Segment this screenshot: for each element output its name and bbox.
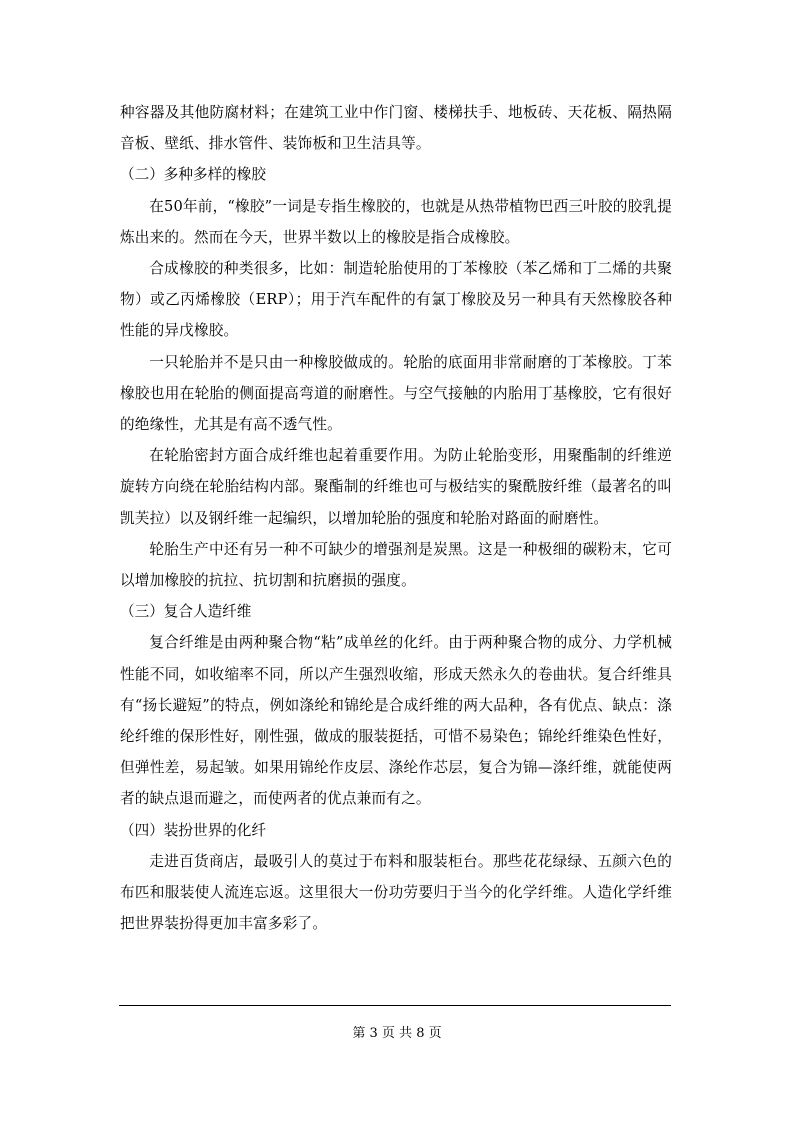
paragraph-tire-rubbers: 一只轮胎并不是只由一种橡胶做成的。轮胎的底面用非常耐磨的丁苯橡胶。丁苯橡胶也用在轮胎的侧面提高弯道的耐磨性。与空气接触的内胎用丁基橡胶，它有很好的绝缘性，尤其是有高不透气性。 <box>120 353 672 434</box>
page-number: 第 3 页 共 8 页 <box>352 1026 442 1041</box>
section-heading-composite-fiber: （三）复合人造纤维 <box>120 603 252 621</box>
paragraph-composite-fiber: 复合纤维是由两种聚合物“粘”成单丝的化纤。由于两种聚合物的成分、力学机械性能不同，如收缩率不同，所以产生强烈收缩，形成天然永久的卷曲状。复合纤维具有“扬长避短”的特点，例如涤纶和锦纶是合成纤维的两大品种，各有优点、缺点：涤纶纤维的保形性好，刚性强，做成的服装挺括，可惜不易染色；锦纶纤维染色性好，但弹性差，易起皱。如果用锦纶作皮层、涤纶作芯层，复合为锦—涤纤维，就能使两者的缺点退而避之，而使两者的优点兼而有之。 <box>120 634 672 808</box>
paragraph-carbon-black: 轮胎生产中还有另一种不可缺少的增强剂是炭黑。这是一种极细的碳粉末，它可以增加橡胶的抗拉、抗切割和抗磨损的强度。 <box>120 540 672 590</box>
paragraph-rubber-history: 在50年前，“橡胶”一词是专指生橡胶的，也就是从热带植物巴西三叶胶的胶乳提炼出来的。然而在今天，世界半数以上的橡胶是指合成橡胶。 <box>120 197 672 246</box>
paragraph-tire-fibers: 在轮胎密封方面合成纤维也起着重要作用。为防止轮胎变形，用聚酯制的纤维逆旋转方向绕在轮胎结构内部。聚酯制的纤维也可与极结实的聚酰胺纤维（最著名的叫凯芙拉）以及钢纤维一起编织，以增加轮胎的强度和轮胎对路面的耐磨性。 <box>120 447 672 527</box>
paragraph-synthetic-rubber-types: 合成橡胶的种类很多，比如：制造轮胎使用的丁苯橡胶（苯乙烯和丁二烯的共聚物）或乙丙烯橡胶（ERP）；用于汽车配件的有氯丁橡胶及另一种具有天然橡胶各种性能的异戊橡胶。 <box>120 260 672 340</box>
paragraph-department-store: 走进百货商店，最吸引人的莫过于布料和服装柜台。那些花花绿绿、五颜六色的布匹和服装使人流连忘返。这里很大一份功劳要归于当今的化学纤维。人造化学纤维把世界装扮得更加丰富多彩了。 <box>120 852 672 933</box>
section-heading-decorating-world: （四）装扮世界的化纤 <box>120 821 266 839</box>
page-footer <box>0 1026 794 1042</box>
footer-divider <box>119 1005 671 1006</box>
document-body <box>120 97 672 939</box>
section-heading-rubber: （二）多种多样的橡胶 <box>120 166 266 184</box>
paragraph-building-materials: 种容器及其他防腐材料；在建筑工业中作门窗、楼梯扶手、地板砖、天花板、隔热隔音板、壁纸、排水管件、装饰板和卫生洁具等。 <box>120 104 672 153</box>
